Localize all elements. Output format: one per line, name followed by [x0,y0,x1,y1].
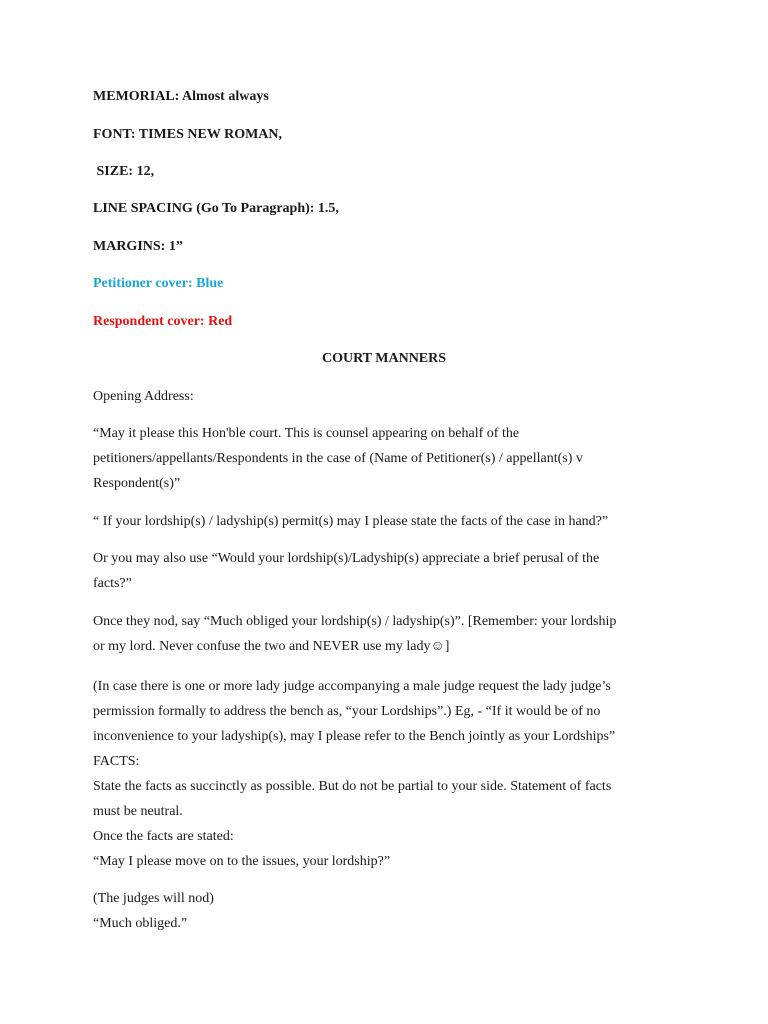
facts-heading: FACTS: [93,754,140,769]
paragraph-line: “Much obliged.” [93,916,188,931]
paragraph-line: Once the facts are stated: [93,829,234,844]
paragraph-line: Or you may also use “Would your lordship(s)/Ladyship(s) appreciate a brief perusal of the [93,551,600,566]
section-title: COURT MANNERS [321,351,447,366]
petitioner-cover-line: Petitioner cover: Blue [93,276,224,291]
font-line: FONT: TIMES NEW ROMAN, [93,127,283,142]
paragraph-line: State the facts as succinctly as possible. But do not be partial to your side. Statement of facts [93,779,612,794]
paragraph-line: inconvenience to your ladyship(s), may I please refer to the Bench jointly as your Lordships” [93,729,616,744]
margins-line: MARGINS: 1” [93,239,183,254]
paragraph-line: “May I please move on to the issues, your lordship?” [93,854,391,869]
paragraph-line: (The judges will nod) [93,891,214,906]
size-line: SIZE: 12, [93,164,155,179]
paragraph-line: (In case there is one or more lady judge accompanying a male judge request the lady judge’s [93,679,611,694]
line-spacing-line: LINE SPACING (Go To Paragraph): 1.5, [93,201,339,216]
paragraph-line: “ If your lordship(s) / ladyship(s) permit(s) may I please state the facts of the case in hand?” [93,514,609,529]
paragraph-line: Respondent(s)” [93,476,181,491]
paragraph-line: “May it please this Hon'ble court. This is counsel appearing on behalf of the [93,426,520,441]
respondent-cover-line: Respondent cover: Red [93,314,233,329]
paragraph-line: or my lord. Never confuse the two and NEVER use my lady☺] [93,639,450,654]
memorial-line: MEMORIAL: Almost always [93,89,269,104]
paragraph-line: must be neutral. [93,804,183,819]
paragraph-line: permission formally to address the bench as, “your Lordships”.) Eg, - “If it would be of no [93,704,601,719]
paragraph-line: petitioners/appellants/Respondents in the case of (Name of Petitioner(s) / appellant(s) v [93,451,583,466]
paragraph-line: facts?” [93,576,132,591]
opening-address-label: Opening Address: [93,389,194,404]
paragraph-line: Once they nod, say “Much obliged your lordship(s) / ladyship(s)”. [Remember: your lordship [93,614,617,629]
